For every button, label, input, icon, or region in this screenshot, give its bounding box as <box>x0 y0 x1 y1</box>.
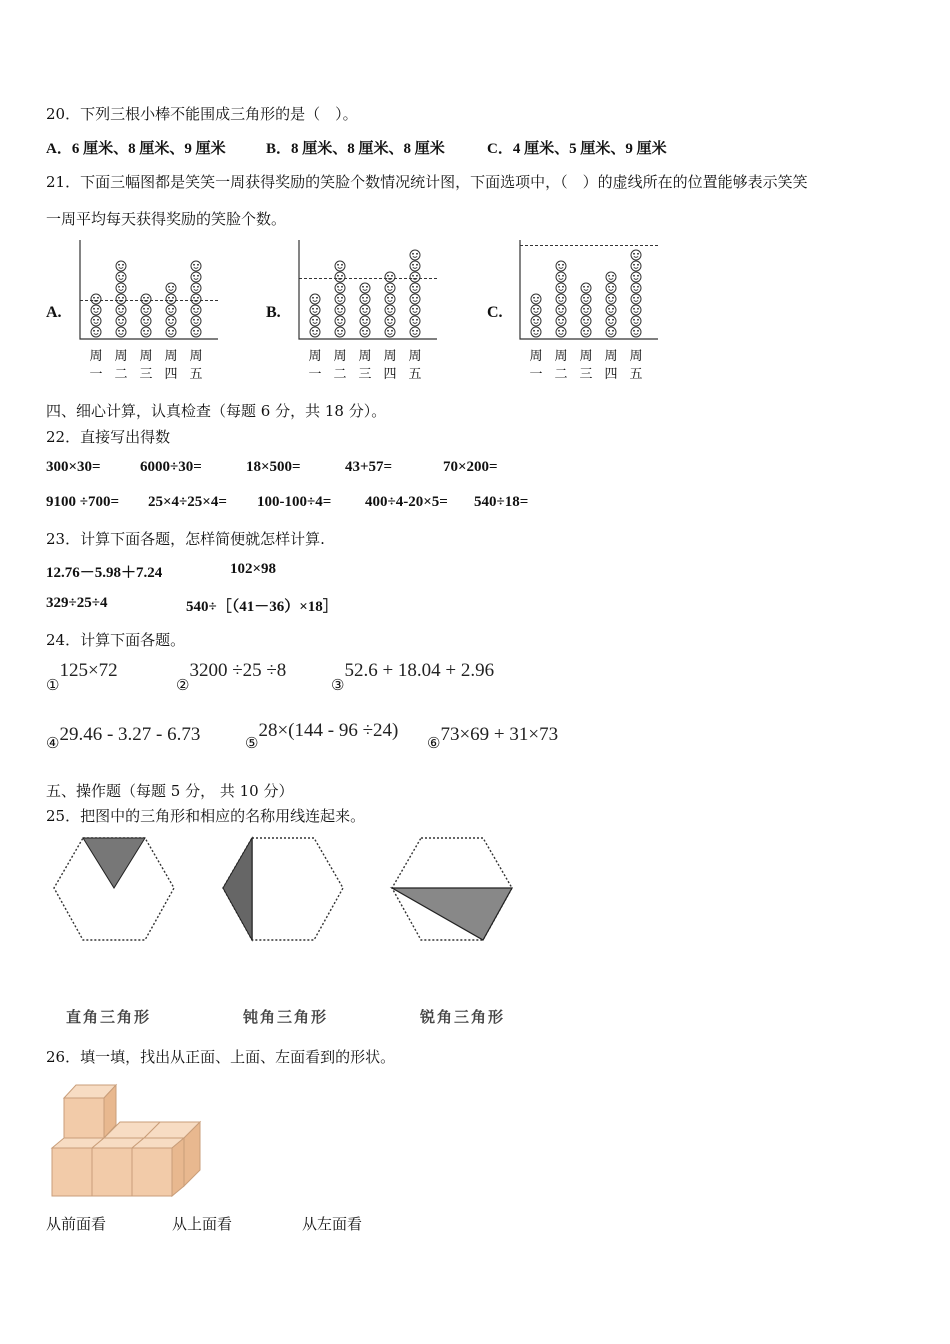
q23-r1-c1: 12.76－5.98＋7.24 <box>46 565 163 581</box>
smiley-face-mark <box>191 283 201 293</box>
smiley-face-mark <box>556 283 566 293</box>
section5-title: 五、操作题（每题 5 分， 共 10 分） <box>46 782 294 800</box>
smiley-face-mark <box>191 327 201 337</box>
q22-r1-c1: 300×30= <box>46 459 101 475</box>
chart-day-label-top: 周 <box>139 349 153 364</box>
q24-title: 24．计算下面各题。 <box>46 631 186 649</box>
q24-num-6: ⑥ <box>427 734 441 752</box>
smiley-face-mark <box>581 316 591 326</box>
smiley-face-mark <box>606 305 616 315</box>
smiley-face-mark <box>91 305 101 315</box>
q22-title: 22．直接写出得数 <box>46 428 171 446</box>
chart-day-label-top: 周 <box>554 349 568 364</box>
smiley-face-mark <box>191 316 201 326</box>
smiley-face-mark <box>606 316 616 326</box>
smiley-face-mark <box>581 327 591 337</box>
q25-title: 25．把图中的三角形和相应的名称用线连起来。 <box>46 807 366 825</box>
q22-r2-c1: 9100 ÷700= <box>46 494 120 510</box>
q24-num-4: ④ <box>46 734 60 752</box>
chart-day-label-top: 周 <box>604 349 618 364</box>
smiley-chart-b <box>297 236 447 386</box>
smiley-face-mark <box>360 327 370 337</box>
q22-r1-c4: 43+57= <box>345 459 393 475</box>
hexagon-figure-1 <box>52 836 176 944</box>
cube-stack-figure <box>50 1080 210 1200</box>
smiley-face-mark <box>360 316 370 326</box>
smiley-face-mark <box>531 294 541 304</box>
q23-title: 23．计算下面各题，怎样简便就怎样计算. <box>46 530 325 548</box>
smiley-face-mark <box>385 327 395 337</box>
smiley-face-mark <box>410 250 420 260</box>
q24-item-3 <box>331 660 495 694</box>
smiley-face-mark <box>556 261 566 271</box>
smiley-face-mark <box>141 316 151 326</box>
smiley-face-mark <box>410 283 420 293</box>
smiley-face-mark <box>531 316 541 326</box>
label-obtuse-triangle: 钝角三角形 <box>243 1008 329 1026</box>
q22-r1-c2: 6000÷30= <box>140 459 202 475</box>
view-left: 从左面看 <box>302 1215 363 1233</box>
chart-day-label: 一 <box>308 367 322 382</box>
hexagon-figure-3 <box>390 836 514 944</box>
q24-expr-2: 3200 ÷25 ÷8 <box>189 660 287 681</box>
q24-expr-3: 52.6 + 18.04 + 2.96 <box>344 660 495 681</box>
smiley-face-mark <box>166 327 176 337</box>
smiley-chart-c <box>518 236 668 386</box>
smiley-face-mark <box>606 272 616 282</box>
q24-num-3: ③ <box>331 676 345 694</box>
smiley-face-mark <box>556 305 566 315</box>
smiley-face-mark <box>631 305 641 315</box>
smiley-face-mark <box>556 272 566 282</box>
smiley-face-mark <box>191 294 201 304</box>
chart-a-label: A. <box>46 304 62 321</box>
view-front: 从前面看 <box>46 1215 107 1233</box>
smiley-face-mark <box>335 316 345 326</box>
q21-line2: 一周平均每天获得奖励的笑脸个数。 <box>46 210 287 228</box>
chart-day-label-top: 周 <box>383 349 397 364</box>
chart-day-label-top: 周 <box>114 349 128 364</box>
q24-item-1 <box>46 660 118 694</box>
smiley-face-mark <box>141 327 151 337</box>
chart-day-label: 二 <box>114 367 128 382</box>
smiley-face-mark <box>166 283 176 293</box>
q26-title: 26．填一填，找出从正面、上面、左面看到的形状。 <box>46 1048 396 1066</box>
smiley-face-mark <box>385 283 395 293</box>
chart-day-label: 三 <box>358 367 372 382</box>
smiley-face-mark <box>410 305 420 315</box>
smiley-face-mark <box>116 327 126 337</box>
smiley-face-mark <box>531 305 541 315</box>
chart-day-label-top: 周 <box>308 349 322 364</box>
smiley-face-mark <box>581 305 591 315</box>
q24-item-4 <box>46 724 201 752</box>
smiley-face-mark <box>385 272 395 282</box>
smiley-face-mark <box>166 316 176 326</box>
chart-day-label: 五 <box>408 367 422 382</box>
chart-day-label-top: 周 <box>89 349 103 364</box>
smiley-face-mark <box>606 294 616 304</box>
chart-day-label: 三 <box>139 367 153 382</box>
q20-option-c: C．4 厘米、5 厘米、9 厘米 <box>487 141 667 157</box>
chart-day-label: 四 <box>164 367 178 382</box>
smiley-face-mark <box>116 294 126 304</box>
smiley-face-mark <box>335 327 345 337</box>
smiley-face-mark <box>166 305 176 315</box>
smiley-face-mark <box>116 283 126 293</box>
smiley-face-mark <box>310 327 320 337</box>
chart-c-label: C. <box>487 304 503 321</box>
q22-r1-c3: 18×500= <box>246 459 301 475</box>
q24-item-6 <box>427 724 559 752</box>
smiley-face-mark <box>335 294 345 304</box>
chart-b-label: B. <box>266 304 281 321</box>
smiley-face-mark <box>631 261 641 271</box>
smiley-face-mark <box>606 283 616 293</box>
smiley-face-mark <box>335 261 345 271</box>
smiley-face-mark <box>556 316 566 326</box>
chart-day-label: 五 <box>189 367 203 382</box>
q22-r2-c5: 540÷18= <box>474 494 529 510</box>
q24-expr-6: 73×69 + 31×73 <box>440 724 559 745</box>
smiley-face-mark <box>631 250 641 260</box>
smiley-face-mark <box>141 294 151 304</box>
q23-r2-c2: 540÷［（41－36）×18］ <box>186 599 338 615</box>
chart-day-label-top: 周 <box>333 349 347 364</box>
chart-day-label-top: 周 <box>164 349 178 364</box>
q22-r2-c3: 100-100÷4= <box>257 494 332 510</box>
smiley-face-mark <box>91 327 101 337</box>
chart-day-label-top: 周 <box>529 349 543 364</box>
chart-day-label: 二 <box>554 367 568 382</box>
chart-day-label: 四 <box>383 367 397 382</box>
q20-text: 20．下列三根小棒不能围成三角形的是（ ）。 <box>46 105 358 123</box>
label-acute-triangle: 锐角三角形 <box>420 1008 506 1026</box>
hexagon-figure-2 <box>221 836 345 944</box>
chart-day-label-top: 周 <box>408 349 422 364</box>
view-top: 从上面看 <box>172 1215 233 1233</box>
smiley-face-mark <box>385 294 395 304</box>
smiley-face-mark <box>631 272 641 282</box>
q24-num-2: ② <box>176 676 190 694</box>
chart-day-label-top: 周 <box>358 349 372 364</box>
smiley-face-mark <box>385 305 395 315</box>
smiley-face-mark <box>335 305 345 315</box>
q23-r1-c2: 102×98 <box>230 561 277 577</box>
smiley-face-mark <box>116 305 126 315</box>
q24-expr-4: 29.46 - 3.27 - 6.73 <box>59 724 201 745</box>
smiley-face-mark <box>191 305 201 315</box>
q24-expr-5: 28×(144 - 96 ÷24) <box>258 720 399 741</box>
chart-day-label: 一 <box>529 367 543 382</box>
smiley-face-mark <box>360 283 370 293</box>
smiley-face-mark <box>631 294 641 304</box>
smiley-face-mark <box>141 305 151 315</box>
smiley-face-mark <box>310 305 320 315</box>
chart-day-label-top: 周 <box>629 349 643 364</box>
smiley-face-mark <box>191 261 201 271</box>
smiley-face-mark <box>191 272 201 282</box>
smiley-face-mark <box>631 327 641 337</box>
smiley-face-mark <box>116 272 126 282</box>
label-right-triangle: 直角三角形 <box>66 1008 152 1026</box>
section4-title: 四、细心计算，认真检查（每题 6 分，共 18 分）。 <box>46 402 387 420</box>
smiley-face-mark <box>335 283 345 293</box>
smiley-face-mark <box>410 272 420 282</box>
smiley-face-mark <box>360 294 370 304</box>
q24-expr-1: 125×72 <box>59 660 118 681</box>
smiley-face-mark <box>116 261 126 271</box>
q24-num-5: ⑤ <box>245 734 259 752</box>
smiley-face-mark <box>410 327 420 337</box>
smiley-face-mark <box>556 327 566 337</box>
chart-day-label: 二 <box>333 367 347 382</box>
smiley-face-mark <box>360 305 370 315</box>
smiley-face-mark <box>410 316 420 326</box>
smiley-face-mark <box>531 327 541 337</box>
q21-line1: 21．下面三幅图都是笑笑一周获得奖励的笑脸个数情况统计图，下面选项中，（ ）的虚线所在的位置能够表示笑笑 <box>46 173 808 191</box>
chart-day-label: 五 <box>629 367 643 382</box>
chart-day-label: 三 <box>579 367 593 382</box>
smiley-chart-a <box>78 236 228 386</box>
q20-option-a: A．6 厘米、8 厘米、9 厘米 <box>46 141 226 157</box>
smiley-face-mark <box>556 294 566 304</box>
smiley-face-mark <box>335 272 345 282</box>
chart-day-label: 四 <box>604 367 618 382</box>
smiley-face-mark <box>606 327 616 337</box>
q24-item-5 <box>245 720 399 752</box>
smiley-face-mark <box>581 283 591 293</box>
smiley-face-mark <box>410 261 420 271</box>
smiley-face-mark <box>410 294 420 304</box>
smiley-face-mark <box>91 316 101 326</box>
smiley-face-mark <box>631 283 641 293</box>
chart-day-label-top: 周 <box>189 349 203 364</box>
q22-r2-c4: 400÷4-20×5= <box>365 494 448 510</box>
smiley-face-mark <box>310 316 320 326</box>
smiley-face-mark <box>385 316 395 326</box>
smiley-face-mark <box>581 294 591 304</box>
q22-r1-c5: 70×200= <box>443 459 498 475</box>
q20-option-b: B．8 厘米、8 厘米、8 厘米 <box>266 141 445 157</box>
smiley-face-mark <box>631 316 641 326</box>
smiley-face-mark <box>166 294 176 304</box>
smiley-face-mark <box>116 316 126 326</box>
chart-day-label: 一 <box>89 367 103 382</box>
smiley-face-mark <box>91 294 101 304</box>
q23-r2-c1: 329÷25÷4 <box>46 595 108 611</box>
q24-item-2 <box>176 660 287 694</box>
chart-day-label-top: 周 <box>579 349 593 364</box>
q24-num-1: ① <box>46 676 60 694</box>
q22-r2-c2: 25×4÷25×4= <box>148 494 227 510</box>
smiley-face-mark <box>310 294 320 304</box>
